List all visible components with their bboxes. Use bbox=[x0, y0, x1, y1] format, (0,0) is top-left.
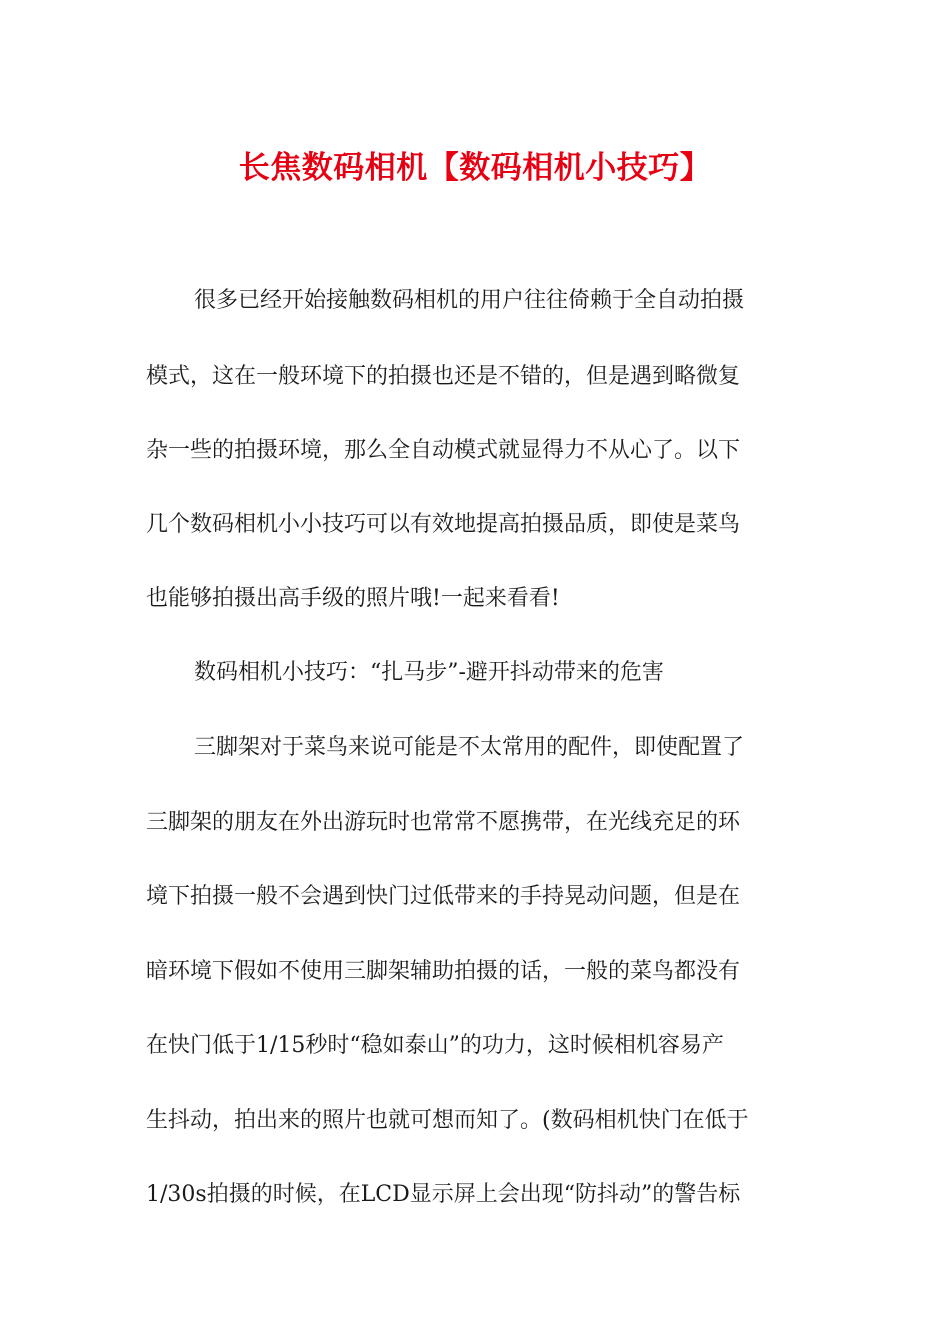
paragraph-line: 生抖动，拍出来的照片也就可想而知了。(数码相机快门在低于 bbox=[146, 1108, 749, 1133]
paragraph-line: 几个数码相机小小技巧可以有效地提高拍摄品质，即使是菜鸟 bbox=[146, 512, 741, 537]
paragraph-line: 境下拍摄一般不会遇到快门过低带来的手持晃动问题，但是在 bbox=[146, 884, 741, 909]
paragraph-line: 也能够拍摄出高手级的照片哦!一起来看看! bbox=[146, 586, 560, 611]
document-title: 长焦数码相机【数码相机小技巧】 bbox=[238, 150, 712, 186]
paragraph-line: 很多已经开始接触数码相机的用户往往倚赖于全自动拍摄 bbox=[194, 288, 745, 313]
paragraph-line: 三脚架对于菜鸟来说可能是不太常用的配件，即使配置了 bbox=[194, 735, 745, 760]
paragraph-line: 杂一些的拍摄环境，那么全自动模式就显得力不从心了。以下 bbox=[146, 438, 741, 463]
paragraph-line: 暗环境下假如不使用三脚架辅助拍摄的话，一般的菜鸟都没有 bbox=[146, 959, 741, 984]
paragraph-line: 模式，这在一般环境下的拍摄也还是不错的，但是遇到略微复 bbox=[146, 364, 741, 389]
paragraph-line: 1/30s拍摄的时候，在LCD显示屏上会出现“防抖动”的警告标 bbox=[146, 1182, 741, 1207]
paragraph-line: 三脚架的朋友在外出游玩时也常常不愿携带，在光线充足的环 bbox=[146, 810, 741, 835]
paragraph-line: 在快门低于1/15秒时“稳如泰山”的功力，这时候相机容易产 bbox=[146, 1033, 724, 1058]
section-heading: 数码相机小技巧：“扎马步”-避开抖动带来的危害 bbox=[194, 660, 664, 685]
